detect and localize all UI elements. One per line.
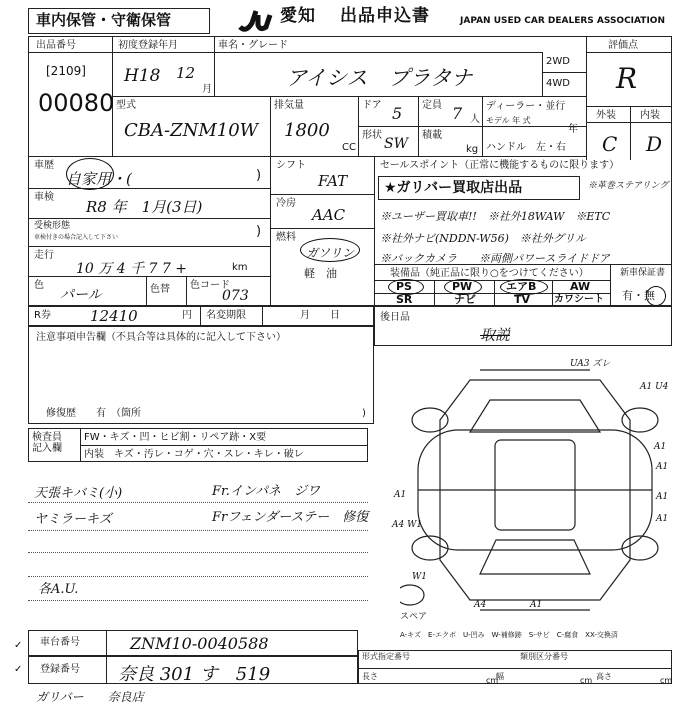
pw-circle bbox=[444, 279, 482, 295]
class-label: 類別区分番号 bbox=[520, 652, 568, 661]
wd2-label: 2WD bbox=[546, 56, 570, 67]
association-name: JAPAN USED CAR DEALERS ASSOCIATION bbox=[460, 16, 665, 26]
first-reg-month: 12 bbox=[176, 64, 196, 82]
width-label: 幅 bbox=[496, 672, 504, 681]
equip-airbag: エアB bbox=[506, 280, 537, 293]
grade-label: 評価点 bbox=[608, 40, 638, 51]
inspector-row2: キズ・汚レ・コゲ・穴・スレ・キレ・破レ bbox=[114, 449, 304, 460]
mark-a1-u4: A1 U4 bbox=[640, 382, 669, 392]
length-label: 長さ bbox=[362, 672, 378, 681]
wd4-label: 4WD bbox=[546, 78, 570, 89]
inspector-row2-prefix: 内装 bbox=[84, 449, 104, 460]
first-reg-label: 初度登録年月 bbox=[118, 40, 178, 51]
sales-line-2: ※ユーザー買取車!! ※社外18WAW ※ETC bbox=[380, 210, 611, 223]
equip-navi: ナビ bbox=[454, 293, 476, 306]
damage-legend: A-キズ E-エクボ U-凹み W-補修跡 S-サビ C-腐食 XX-交換済 bbox=[400, 631, 618, 639]
color-code-label: 色コード bbox=[190, 280, 230, 291]
model-type-value: CBA-ZNM10W bbox=[124, 120, 259, 141]
airbag-circle bbox=[500, 279, 548, 295]
post-delivery-label: 後日品 bbox=[380, 312, 410, 323]
mark-a1-bottom: A1 bbox=[530, 600, 543, 610]
model-year-label: モデル 年 式 bbox=[486, 116, 531, 125]
body-value: SW bbox=[384, 136, 408, 152]
shift-label: シフト bbox=[276, 160, 306, 171]
ticket-label: R券 bbox=[34, 310, 51, 321]
sales-points-label: セールスポイント（正常に機能するものに限ります） bbox=[380, 160, 620, 171]
equip-tv: TV bbox=[514, 293, 531, 306]
lot-label: 出品番号 bbox=[36, 40, 76, 51]
first-reg-value: H18 bbox=[124, 66, 161, 86]
equip-ps: PS bbox=[396, 280, 412, 293]
plate-label: 登録番号 bbox=[40, 664, 80, 675]
ticket-value: 12410 bbox=[90, 307, 138, 325]
remark-4: Frフェンダーステー 修復 bbox=[212, 510, 369, 525]
model-type-label: 型式 bbox=[116, 100, 136, 111]
mark-a1-r2: A1 bbox=[656, 462, 669, 472]
shift-value: FAT bbox=[318, 172, 348, 190]
receipt-label: 受検形態 bbox=[34, 221, 71, 231]
mark-a1-l1: A1 bbox=[394, 490, 407, 500]
equip-leather: カワシート bbox=[554, 294, 604, 305]
color-code-value: 073 bbox=[222, 288, 249, 304]
exterior-grade: C bbox=[602, 132, 618, 156]
color-label: 色 bbox=[34, 280, 44, 291]
repair-label: 修復歴 有 （箇所 bbox=[46, 408, 141, 419]
car-diagram bbox=[400, 360, 670, 620]
fuel-value: ガソリン bbox=[306, 246, 355, 260]
model-name-value: アイシス プラタナ bbox=[286, 66, 473, 90]
region-name: 愛知 bbox=[280, 6, 316, 26]
model-name-label: 車名・グレード bbox=[218, 40, 288, 51]
warranty-circle bbox=[646, 286, 666, 306]
remark-5: 各A.U. bbox=[38, 582, 79, 597]
doors-value: 5 bbox=[392, 104, 403, 123]
ac-label: 冷房 bbox=[276, 198, 296, 209]
remark-3: ヤミラーキズ bbox=[34, 512, 112, 527]
sales-banner: ★ガリバー買取店出品 bbox=[384, 180, 523, 196]
inspector-label: 検査員 記入欄 bbox=[32, 432, 62, 454]
storage-label: 車内保管・守衛保管 bbox=[36, 11, 172, 29]
equipment-label: 装備品（純正品に限り○をつけてください） bbox=[390, 268, 589, 279]
remark-2: Fr.インパネ ジワ bbox=[212, 484, 321, 499]
color-change-label: 色替 bbox=[150, 284, 170, 295]
exterior-label: 外装 bbox=[596, 110, 616, 121]
interior-label: 内装 bbox=[640, 110, 660, 121]
interior-grade: D bbox=[646, 132, 663, 156]
post-delivery-box bbox=[374, 306, 672, 346]
warranty-label: 新車保証書 bbox=[620, 268, 666, 278]
fuel-circle bbox=[300, 238, 360, 262]
mark-ua3: UA3 ズレ bbox=[570, 359, 611, 369]
sales-line-3: ※社外ナビ(NDDN-W56) ※社外グリル bbox=[380, 232, 586, 245]
dealer-label: ディーラー・並行 bbox=[486, 101, 566, 112]
handle-label: ハンドル 左・右 bbox=[486, 142, 566, 153]
mark-a1-r1: A1 bbox=[654, 442, 667, 452]
equip-sr: SR bbox=[396, 293, 413, 306]
equip-aw: AW bbox=[570, 280, 591, 293]
check-mark-1: ✓ bbox=[14, 640, 23, 651]
warranty-value: 有・無 bbox=[622, 289, 655, 302]
model-cert-label: 形式指定番号 bbox=[362, 652, 410, 661]
mark-a4-w1: A4 W1 bbox=[392, 520, 423, 530]
lot-sub-number: [2109] bbox=[46, 64, 86, 78]
form-title: 出品申込書 bbox=[340, 6, 430, 26]
equip-pw: PW bbox=[452, 280, 473, 293]
mileage-value: 10 万 4 千 7 7 + bbox=[76, 261, 187, 277]
chassis-value: ZNM10-0040588 bbox=[130, 634, 269, 653]
color-value: パール bbox=[60, 287, 102, 303]
displacement-value: 1800 bbox=[284, 120, 330, 141]
capacity-value: 7 bbox=[452, 104, 463, 123]
fuel-label: 燃料 bbox=[276, 232, 296, 243]
ju-logo bbox=[236, 9, 276, 33]
check-mark-2: ✓ bbox=[14, 664, 23, 675]
history-value: 自家用・( bbox=[66, 170, 132, 188]
ps-circle bbox=[388, 279, 424, 295]
spare-label: スペア bbox=[400, 612, 428, 622]
name-change-label: 名変期限 bbox=[206, 310, 246, 321]
inspection-value: R8 年 1月(3日) bbox=[86, 198, 203, 216]
inspector-row1: FW・キズ・凹・ヒビ割・リペア跡・X要 bbox=[84, 432, 267, 443]
grade-value: R bbox=[616, 62, 638, 95]
doors-label: ドア bbox=[362, 100, 382, 111]
mark-a1-r4: A1 bbox=[656, 492, 669, 502]
mark-a4-bottom: A4 bbox=[474, 600, 487, 610]
height-label: 高さ bbox=[596, 672, 612, 681]
mark-a1-r3: A1 bbox=[656, 514, 669, 524]
capacity-label: 定員 bbox=[422, 100, 442, 111]
mileage-label: 走行 bbox=[34, 250, 54, 261]
body-label: 形状 bbox=[362, 130, 382, 141]
history-label: 車歴 bbox=[34, 160, 54, 171]
displacement-label: 排気量 bbox=[274, 100, 304, 111]
load-label: 積載 bbox=[422, 130, 442, 141]
mark-w1: W1 bbox=[412, 572, 427, 582]
post-delivery-value: 取説 bbox=[480, 326, 511, 344]
inspection-label: 車検 bbox=[34, 192, 54, 203]
chassis-label: 車台番号 bbox=[40, 637, 80, 648]
sales-line-4: ※バックカメラ ※両側パワースライドドア bbox=[380, 252, 610, 265]
history-circle bbox=[66, 158, 114, 190]
plate-value: 奈良 301 す 519 bbox=[118, 664, 271, 685]
lot-number: 00080 bbox=[38, 89, 115, 117]
caution-label: 注意事項申告欄（不具合等は具体的に記入して下さい） bbox=[36, 332, 286, 343]
fuel-alt: 軽 油 bbox=[304, 267, 337, 280]
ac-value: AAC bbox=[312, 206, 346, 224]
remark-1: 天張キバミ(小) bbox=[34, 486, 123, 501]
receipt-note: 車検付きの場合記入して下さい bbox=[34, 234, 119, 241]
sales-line-1: ※革巻ステアリング bbox=[588, 181, 669, 191]
bottom-text: ガリバー 奈良店 bbox=[36, 690, 144, 704]
name-change-value: 月 日 bbox=[300, 310, 340, 321]
